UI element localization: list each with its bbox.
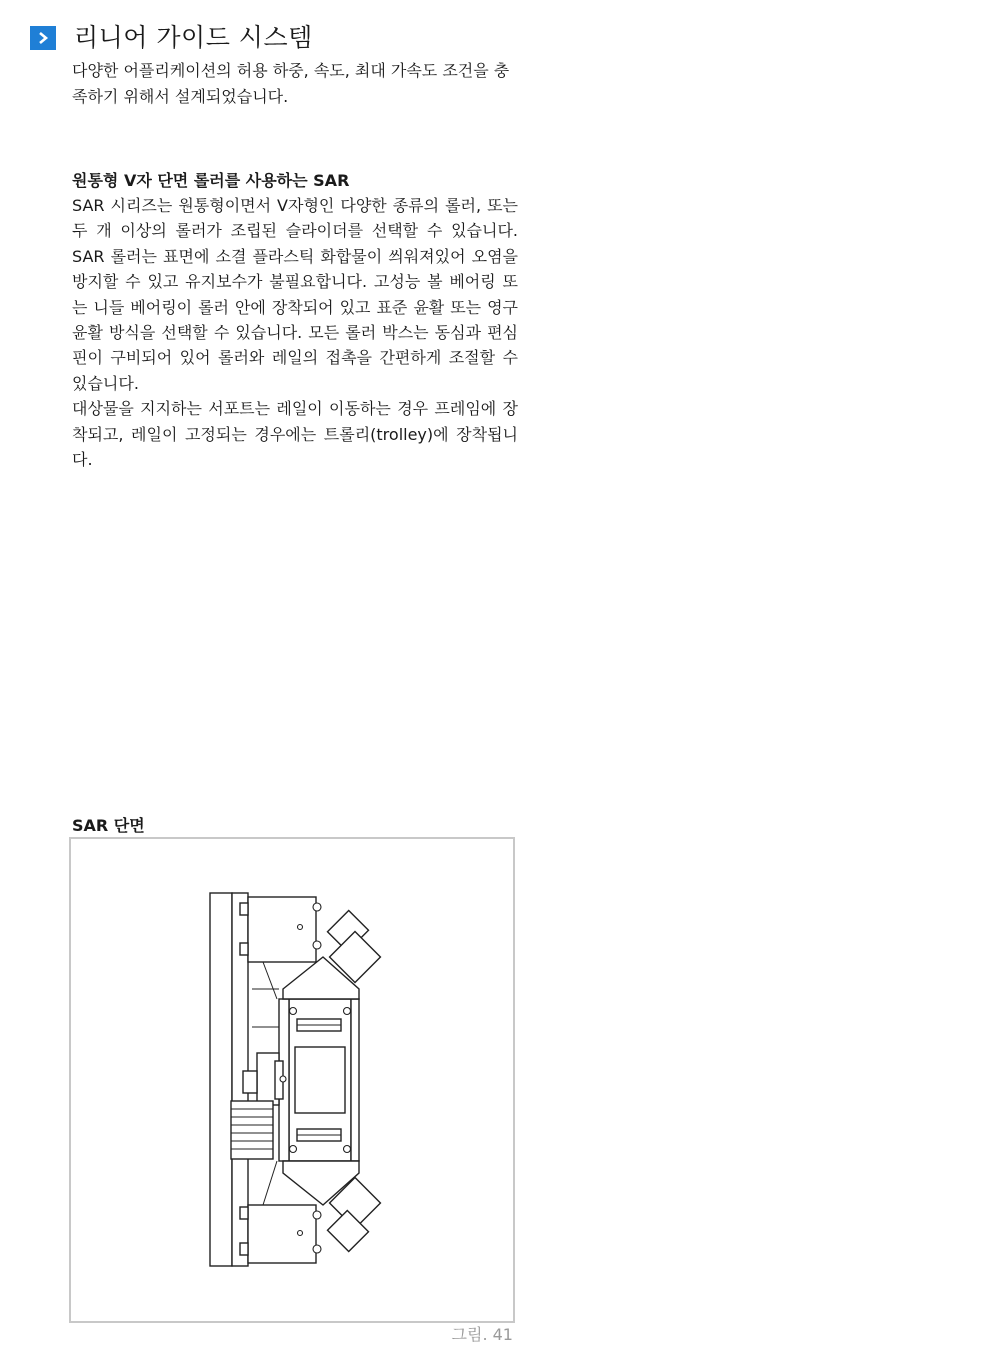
chevron-right-icon	[30, 26, 56, 50]
body-paragraph-1: SAR 시리즈는 원통형이면서 V자형인 다양한 종류의 롤러, 또는 두 개 이상의 롤러가 조립된 슬라이더를 선택할 수 있습니다. SAR 롤러는 표면에 소결 플라스틱 화합물이 씌워져있어 오염을 방지할 수 있고 유지보수가 불필요합니다. 고성능 볼 베어링 또는 니들 베어링이 롤러 안에 장착되어 있고 표준 윤활 또는 영구 윤활 방식을 선택할 수 있습니다. 모든 롤러 박스는 동심과 편심 핀이 구비되어 있어 롤러와 레일의 접촉을 간편하게 조절할 수 있습니다.	[72, 196, 518, 393]
figure-caption: 그림. 41	[451, 1325, 513, 1344]
page-header	[30, 18, 313, 54]
figure-frame	[69, 837, 515, 1323]
page-title: 리니어 가이드 시스템	[74, 23, 313, 52]
section-body	[72, 193, 518, 472]
body-paragraph-2: 대상물을 지지하는 서포트는 레일이 이동하는 경우 프레임에 장착되고, 레일이 고정되는 경우에는 트롤리(trolley)에 장착됩니다.	[72, 399, 518, 470]
sar-cross-section-drawing	[71, 839, 513, 1321]
section-heading: 원통형 V자 단면 롤러를 사용하는 SAR	[72, 171, 350, 190]
figure-heading: SAR 단면	[72, 816, 145, 835]
intro-text: 다양한 어플리케이션의 허용 하중, 속도, 최대 가속도 조건을 충족하기 위해서 설계되었습니다.	[72, 61, 510, 106]
